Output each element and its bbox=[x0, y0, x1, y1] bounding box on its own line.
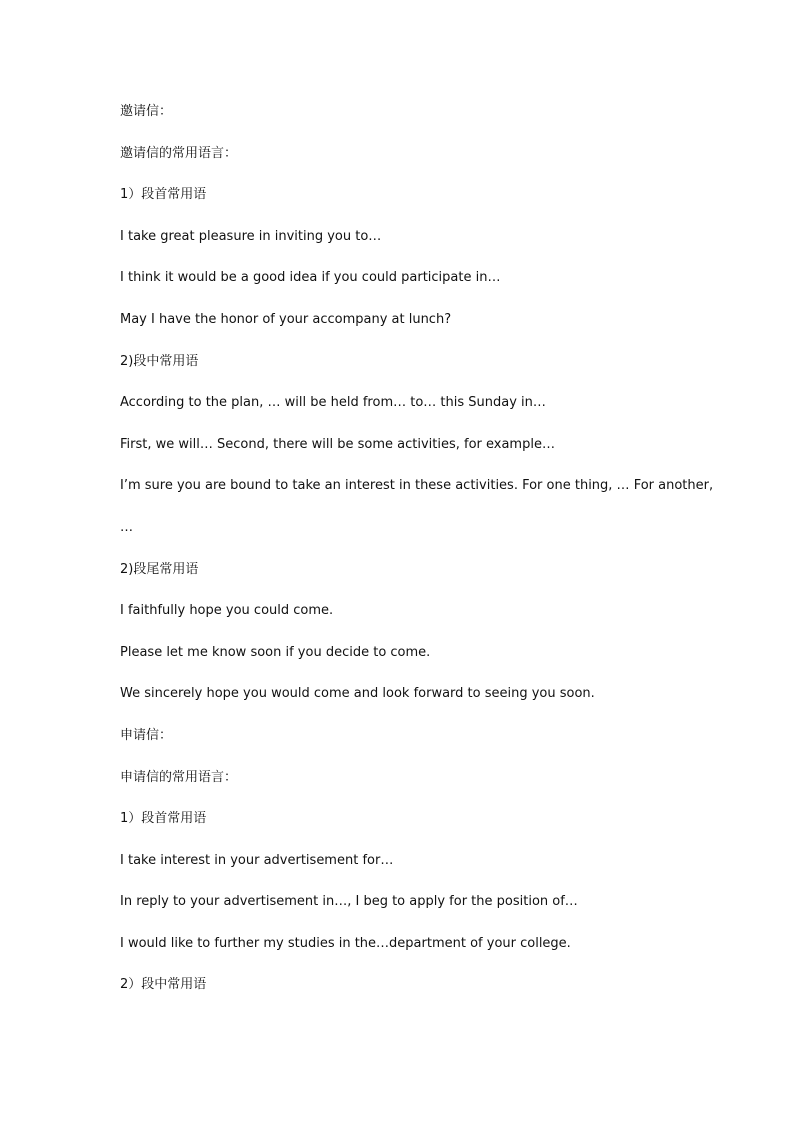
document-body bbox=[120, 104, 714, 1019]
phrase-line: According to the plan, … will be held from… to… this Sunday in… bbox=[120, 395, 546, 411]
heading-closing-phrases: 2)段尾常用语 bbox=[120, 561, 199, 577]
section-subtitle-invitation-phrases: 邀请信的常用语言： bbox=[120, 145, 238, 161]
section-title-invitation: 邀请信： bbox=[120, 104, 173, 119]
phrase-line: I take great pleasure in inviting you to… bbox=[120, 228, 382, 244]
phrase-line: I faithfully hope you could come. bbox=[120, 603, 334, 619]
phrase-line: I think it would be a good idea if you could participate in… bbox=[120, 270, 501, 286]
phrase-line: We sincerely hope you would come and look forward to seeing you soon. bbox=[120, 686, 595, 702]
section-title-application: 申请信： bbox=[120, 727, 173, 743]
phrase-line: I take interest in your advertisement for… bbox=[120, 852, 394, 868]
phrase-line: In reply to your advertisement in…, I beg to apply for the position of… bbox=[120, 894, 578, 910]
phrase-line: Please let me know soon if you decide to come. bbox=[120, 644, 431, 660]
heading-opening-phrases: 1）段首常用语 bbox=[120, 811, 207, 827]
phrase-line: May I have the honor of your accompany at lunch? bbox=[120, 311, 452, 327]
section-subtitle-application-phrases: 申请信的常用语言： bbox=[120, 769, 238, 785]
phrase-line: I would like to further my studies in the…department of your college. bbox=[120, 935, 571, 951]
phrase-line: First, we will… Second, there will be some activities, for example… bbox=[120, 436, 555, 452]
heading-opening-phrases: 1）段首常用语 bbox=[120, 187, 207, 203]
heading-body-phrases: 2）段中常用语 bbox=[120, 977, 207, 993]
phrase-line: I’m sure you are bound to take an interest in these activities. For one thing, … For another, bbox=[120, 478, 714, 494]
heading-body-phrases: 2)段中常用语 bbox=[120, 353, 199, 369]
phrase-line-continuation: … bbox=[120, 519, 133, 535]
